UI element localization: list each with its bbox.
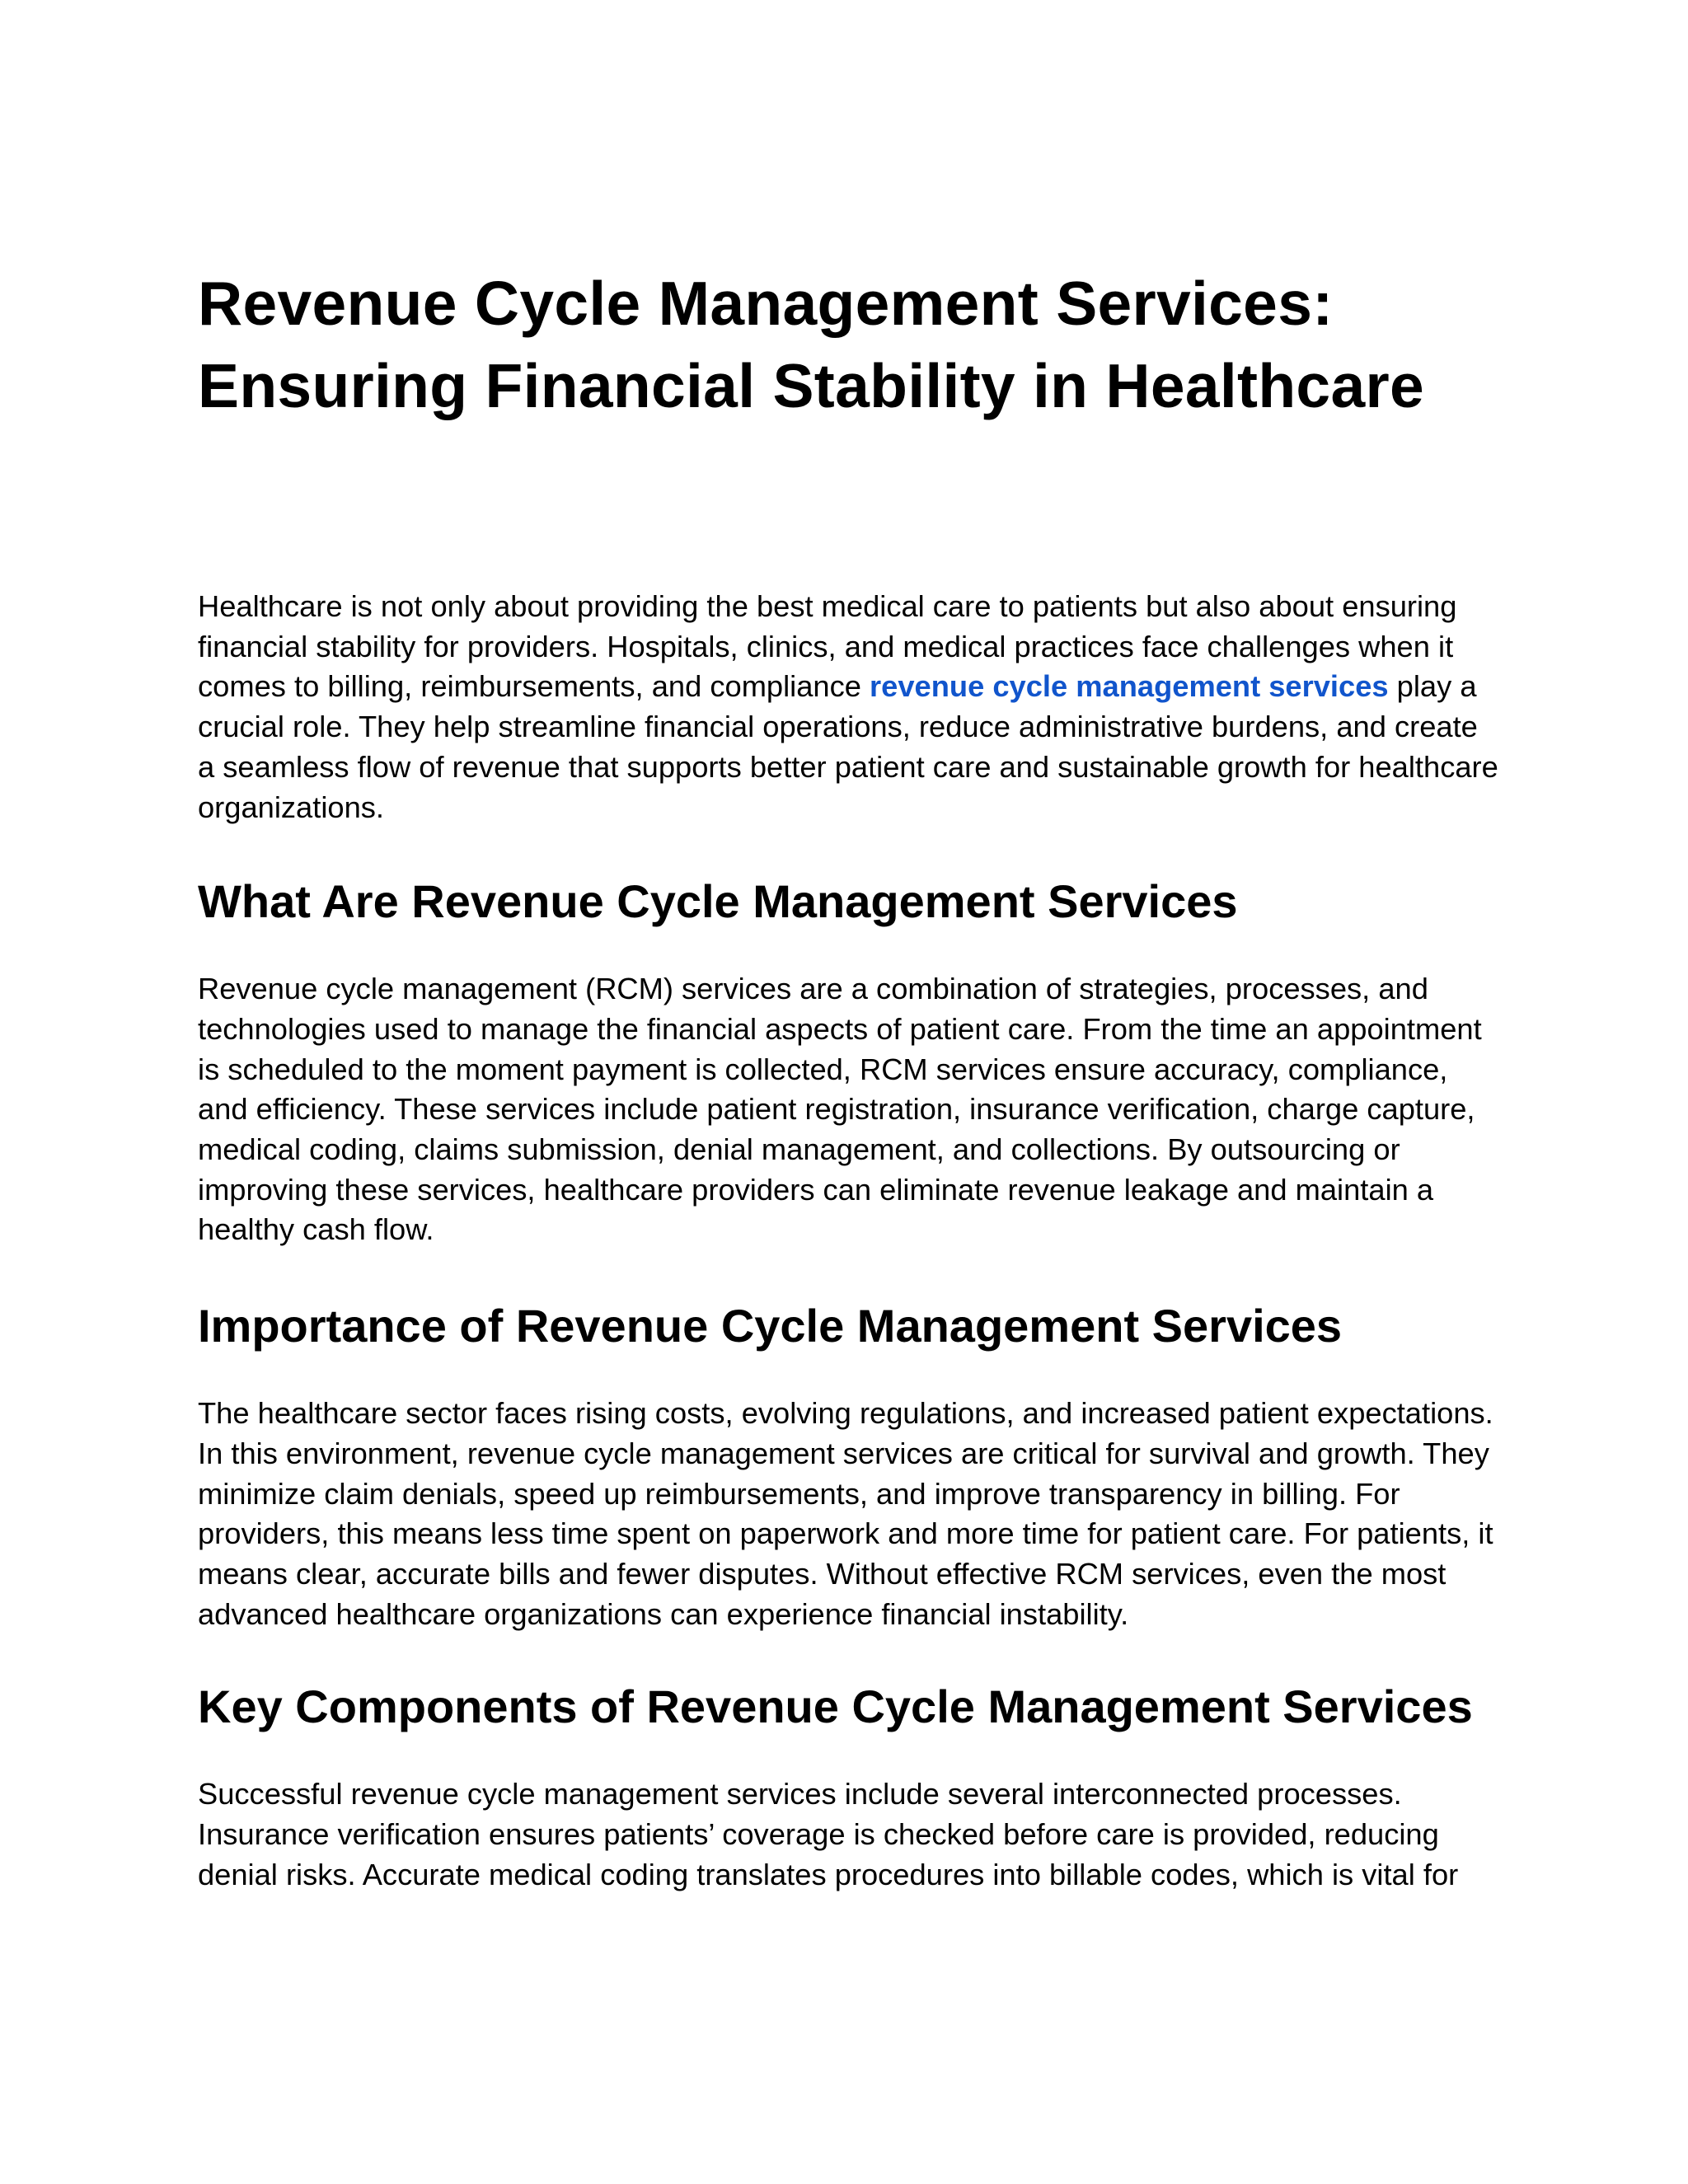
section-body-key-components: Successful revenue cycle management services include several interconnected processes. Insurance verification ensures patients’ coverage is checked before care is provided, reducing denial risks. Accurate medical coding translates procedures into billable codes, which is vital for: [198, 1777, 1459, 1891]
document-content: [198, 262, 1500, 1895]
section-body-what-are-rcm: Revenue cycle management (RCM) services are a combination of strategies, processes, and technologies used to manage the financial aspects of patient care. From the time an appointment is scheduled to the moment payment is collected, RCM services ensure accuracy, compliance, and efficiency. These services include patient registration, insurance verification, charge capture, medical coding, claims submission, denial management, and collections. By outsourcing or improving these services, healthcare providers can eliminate revenue leakage and maintain a healthy cash flow.: [198, 972, 1482, 1247]
rcm-services-link[interactable]: revenue cycle management services: [870, 669, 1389, 704]
document-title: Revenue Cycle Management Services: Ensuring Financial Stability in Healthcare: [198, 269, 1424, 420]
intro-text-after-link: play a crucial role. They help streamline financial operations, reduce administrative burdens, and create a seamless flow of revenue that supports better patient care and sustainable growth for healthcare organizations.: [198, 669, 1498, 824]
section-body-importance: The healthcare sector faces rising costs, evolving regulations, and increased patient expectations. In this environment, revenue cycle management services are critical for survival and growth. They minimize claim denials, speed up reimbursements, and improve transparency in billing. For providers, this means less time spent on paperwork and more time for patient care. For patients, it means clear, accurate bills and fewer disputes. Without effective RCM services, even the most advanced healthcare organizations can experience financial instability.: [198, 1396, 1493, 1631]
intro-paragraph: [198, 587, 1500, 827]
intro-text-before-link: Healthcare is not only about providing the best medical care to patients but also about ensuring financial stability for providers. Hospitals, clinics, and medical practices face challenges when it comes to billing, reimbursements, and compliance: [198, 589, 1457, 704]
section-heading-importance: Importance of Revenue Cycle Management Services: [198, 1300, 1343, 1352]
section-heading-key-components: Key Components of Revenue Cycle Management Services: [198, 1680, 1473, 1733]
section-heading-what-are-rcm: What Are Revenue Cycle Management Services: [198, 875, 1238, 928]
